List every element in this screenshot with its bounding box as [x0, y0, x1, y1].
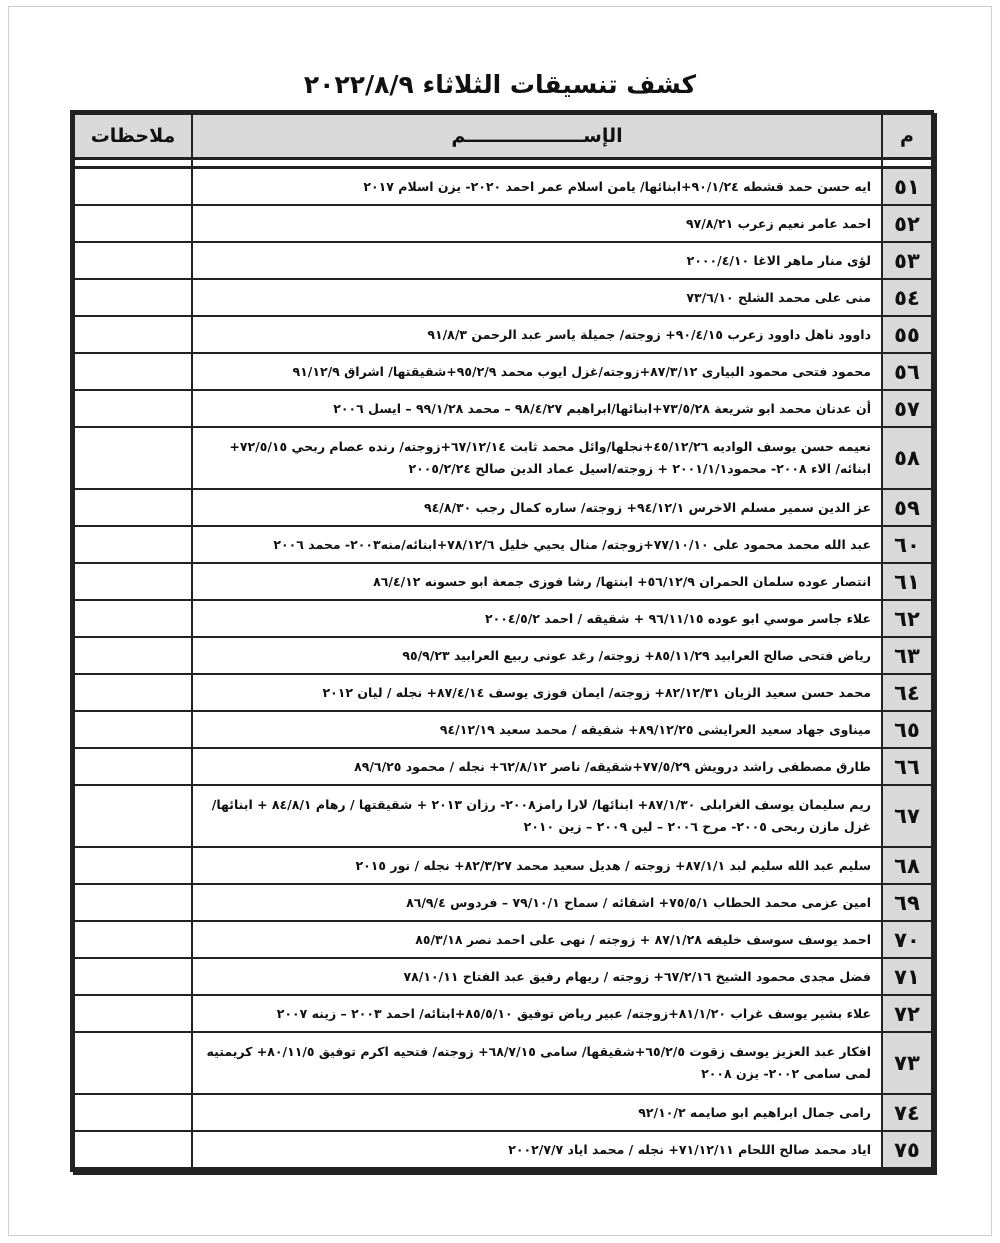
row-number: ٦٤: [882, 674, 932, 711]
table-row: [74, 390, 932, 427]
row-notes: [74, 958, 192, 995]
row-number: ٥٧: [882, 390, 932, 427]
row-notes: [74, 600, 192, 637]
table-row: [74, 316, 932, 353]
table-header-row: [74, 114, 932, 159]
row-notes: [74, 884, 192, 921]
row-number: ٦٨: [882, 847, 932, 884]
row-notes: [74, 711, 192, 748]
table-row: [74, 1094, 932, 1131]
row-notes: [74, 316, 192, 353]
row-number: ٦٠: [882, 526, 932, 563]
row-name: سليم عبد الله سليم لبد ٨٧/١/١+ زوجته / هديل سعيد محمد ٨٢/٣/٢٧+ نجله / نور ٢٠١٥: [192, 847, 882, 884]
row-name: محمد حسن سعيد الزيان ٨٢/١٢/٣١+ زوجته/ ايمان فوزى يوسف ٨٧/٤/١٤+ نجله / ليان ٢٠١٢: [192, 674, 882, 711]
table-row: [74, 526, 932, 563]
row-notes: [74, 921, 192, 958]
row-notes: [74, 1032, 192, 1094]
row-notes: [74, 242, 192, 279]
row-number: ٥٩: [882, 489, 932, 526]
row-name: عز الدين سمير مسلم الاخرس ٩٤/١٢/١+ زوجته/ ساره كمال رجب ٩٤/٨/٣٠: [192, 489, 882, 526]
row-name: علاء جاسر موسي ابو عوده ٩٦/١١/١٥ + شقيقه / احمد ٢٠٠٤/٥/٢: [192, 600, 882, 637]
header-name: الإســــــــــــــــــم: [192, 114, 882, 159]
row-number: ٥٨: [882, 427, 932, 489]
schedule-table-wrapper: [70, 110, 934, 1172]
table-row: [74, 489, 932, 526]
row-notes: [74, 637, 192, 674]
row-name: داوود ناهل داوود زعرب ٩٠/٤/١٥+ زوجته/ جميلة ياسر عبد الرحمن ٩١/٨/٣: [192, 316, 882, 353]
row-notes: [74, 785, 192, 847]
row-notes: [74, 847, 192, 884]
row-notes: [74, 390, 192, 427]
header-notes: ملاحظات: [74, 114, 192, 159]
row-number: ٧٢: [882, 995, 932, 1032]
row-name: عبد الله محمد محمود على ٧٧/١٠/١٠+زوجته/ منال يحيي خليل ٧٨/١٢/٦+ابنائه/منه٢٠٠٣- محمد ٢٠٠٦: [192, 526, 882, 563]
row-number: ٥٤: [882, 279, 932, 316]
table-row: [74, 847, 932, 884]
schedule-table: [73, 113, 933, 1169]
row-notes: [74, 427, 192, 489]
row-name: علاء بشير يوسف غراب ٨١/١/٢٠+زوجته/ عبير رياض توفيق ٨٥/٥/١٠+ابنائه/ احمد ٢٠٠٣ – زينه ٢٠٠٧: [192, 995, 882, 1032]
table-row: [74, 958, 932, 995]
row-number: ٦٣: [882, 637, 932, 674]
row-notes: [74, 563, 192, 600]
table-row: [74, 205, 932, 242]
table-row: [74, 600, 932, 637]
row-number: ٦١: [882, 563, 932, 600]
row-number: ٧٥: [882, 1131, 932, 1168]
table-row: [74, 1131, 932, 1168]
row-notes: [74, 489, 192, 526]
table-body: [74, 159, 932, 1169]
row-notes: [74, 748, 192, 785]
table-row: [74, 995, 932, 1032]
table-row: [74, 711, 932, 748]
row-number: ٥٦: [882, 353, 932, 390]
table-row: [74, 1032, 932, 1094]
row-notes: [74, 995, 192, 1032]
row-number: ٥٢: [882, 205, 932, 242]
row-name: فضل مجدى محمود الشيخ ٦٧/٢/١٦+ زوجته / ريهام رفيق عبد الفتاح ٧٨/١٠/١١: [192, 958, 882, 995]
row-name: محمود فتحى محمود البيارى ٨٧/٣/١٢+زوجته/غزل ايوب محمد ٩٥/٢/٩+شقيقتها/ اشراق ٩١/١٢/٩: [192, 353, 882, 390]
row-name: انتصار عوده سلمان الحمران ٥٦/١٢/٩+ ابنتها/ رشا فوزى جمعة ابو حسونه ٨٦/٤/١٢: [192, 563, 882, 600]
row-name: منى على محمد الشلح ٧٣/٦/١٠: [192, 279, 882, 316]
header-number: م: [882, 114, 932, 159]
table-row: [74, 921, 932, 958]
row-name: أن عدنان محمد ابو شريعة ٧٣/٥/٢٨+ابنائها/ابراهيم ٩٨/٤/٢٧ – محمد ٩٩/١/٢٨ – ايسل ٢٠٠٦: [192, 390, 882, 427]
header-spacer-row: [74, 159, 932, 168]
row-notes: [74, 205, 192, 242]
row-notes: [74, 1131, 192, 1168]
row-notes: [74, 1094, 192, 1131]
row-number: ٧٣: [882, 1032, 932, 1094]
row-number: ٥١: [882, 168, 932, 206]
row-number: ٦٦: [882, 748, 932, 785]
row-number: ٦٧: [882, 785, 932, 847]
row-number: ٦٩: [882, 884, 932, 921]
row-name: طارق مصطفى راشد درويش ٧٧/٥/٢٩+شقيقه/ ناصر ٦٢/٨/١٢+ نجله / محمود ٨٩/٦/٢٥: [192, 748, 882, 785]
table-row: [74, 279, 932, 316]
row-name: احمد يوسف سوسف خليفه ٨٧/١/٢٨ + زوجته / نهى على احمد نصر ٨٥/٣/١٨: [192, 921, 882, 958]
table-row: [74, 748, 932, 785]
row-number: ٧٤: [882, 1094, 932, 1131]
table-row: [74, 168, 932, 206]
row-name: نعيمه حسن يوسف الواديه ٤٥/١٢/٢٦+نجلها/وائل محمد ثابت ٦٧/١٢/١٤+زوجته/ رنده عصام ربحي ٧٢/٥/١٥+ ابنائه/ الاء ٢٠٠٨- محمود٢٠٠١/١/١ + زوجته/اسيل عماد الدين صالح ٢٠٠٥/٢/٢٤: [192, 427, 882, 489]
table-row: [74, 353, 932, 390]
page-title: كشف تنسيقات الثلاثاء ٢٠٢٢/٨/٩: [303, 70, 697, 99]
row-name: رياض فتحى صالح العرابيد ٨٥/١١/٢٩+ زوجته/ رغد عونى ربيع العرابيد ٩٥/٩/٢٣: [192, 637, 882, 674]
table-row: [74, 674, 932, 711]
row-number: ٥٥: [882, 316, 932, 353]
row-name: ميناوى جهاد سعيد العرايشى ٨٩/١٢/٢٥+ شقيقه / محمد سعيد ٩٤/١٢/١٩: [192, 711, 882, 748]
row-name: امين عزمى محمد الحطاب ٧٥/٥/١+ اشقائه / سماح ٧٩/١٠/١ – فردوس ٨٦/٩/٤: [192, 884, 882, 921]
row-notes: [74, 279, 192, 316]
table-row: [74, 637, 932, 674]
table-row: [74, 242, 932, 279]
row-name: لؤى منار ماهر الاغا ٢٠٠٠/٤/١٠: [192, 242, 882, 279]
table-row: [74, 884, 932, 921]
row-number: ٦٢: [882, 600, 932, 637]
row-number: ٧١: [882, 958, 932, 995]
row-notes: [74, 168, 192, 206]
row-notes: [74, 526, 192, 563]
row-notes: [74, 353, 192, 390]
table-row: [74, 563, 932, 600]
row-number: ٧٠: [882, 921, 932, 958]
row-name: رامى جمال ابراهيم ابو صايمه ٩٢/١٠/٢: [192, 1094, 882, 1131]
row-notes: [74, 674, 192, 711]
row-number: ٥٣: [882, 242, 932, 279]
row-name: اياد محمد صالح اللحام ٧١/١٢/١١+ نجله / محمد اياد ٢٠٠٢/٧/٧: [192, 1131, 882, 1168]
row-name: احمد عامر نعيم زعرب ٩٧/٨/٢١: [192, 205, 882, 242]
table-row: [74, 427, 932, 489]
row-name: ريم سليمان يوسف الغرابلى ٨٧/١/٣٠+ ابنائها/ لارا رامز٢٠٠٨- رزان ٢٠١٣ + شقيقتها / رهام ٨٤/٨/١ + ابنائها/ غزل مازن ربحى ٢٠٠٥- مرح ٢٠٠٦ – لين ٢٠٠٩ – زين ٢٠١٠: [192, 785, 882, 847]
row-number: ٦٥: [882, 711, 932, 748]
row-name: ايه حسن حمد قشطه ٩٠/١/٢٤+ابنائها/ يامن اسلام عمر احمد ٢٠٢٠- يزن اسلام ٢٠١٧: [192, 168, 882, 206]
table-row: [74, 785, 932, 847]
row-name: افكار عبد العزيز يوسف زقوت ٦٥/٢/٥+شقيقها/ سامى ٦٨/٧/١٥+ زوجته/ فتحيه اكرم توفيق ٨٠/١١/٥+ كريمتيه لمى سامى ٢٠٠٢- يزن ٢٠٠٨: [192, 1032, 882, 1094]
